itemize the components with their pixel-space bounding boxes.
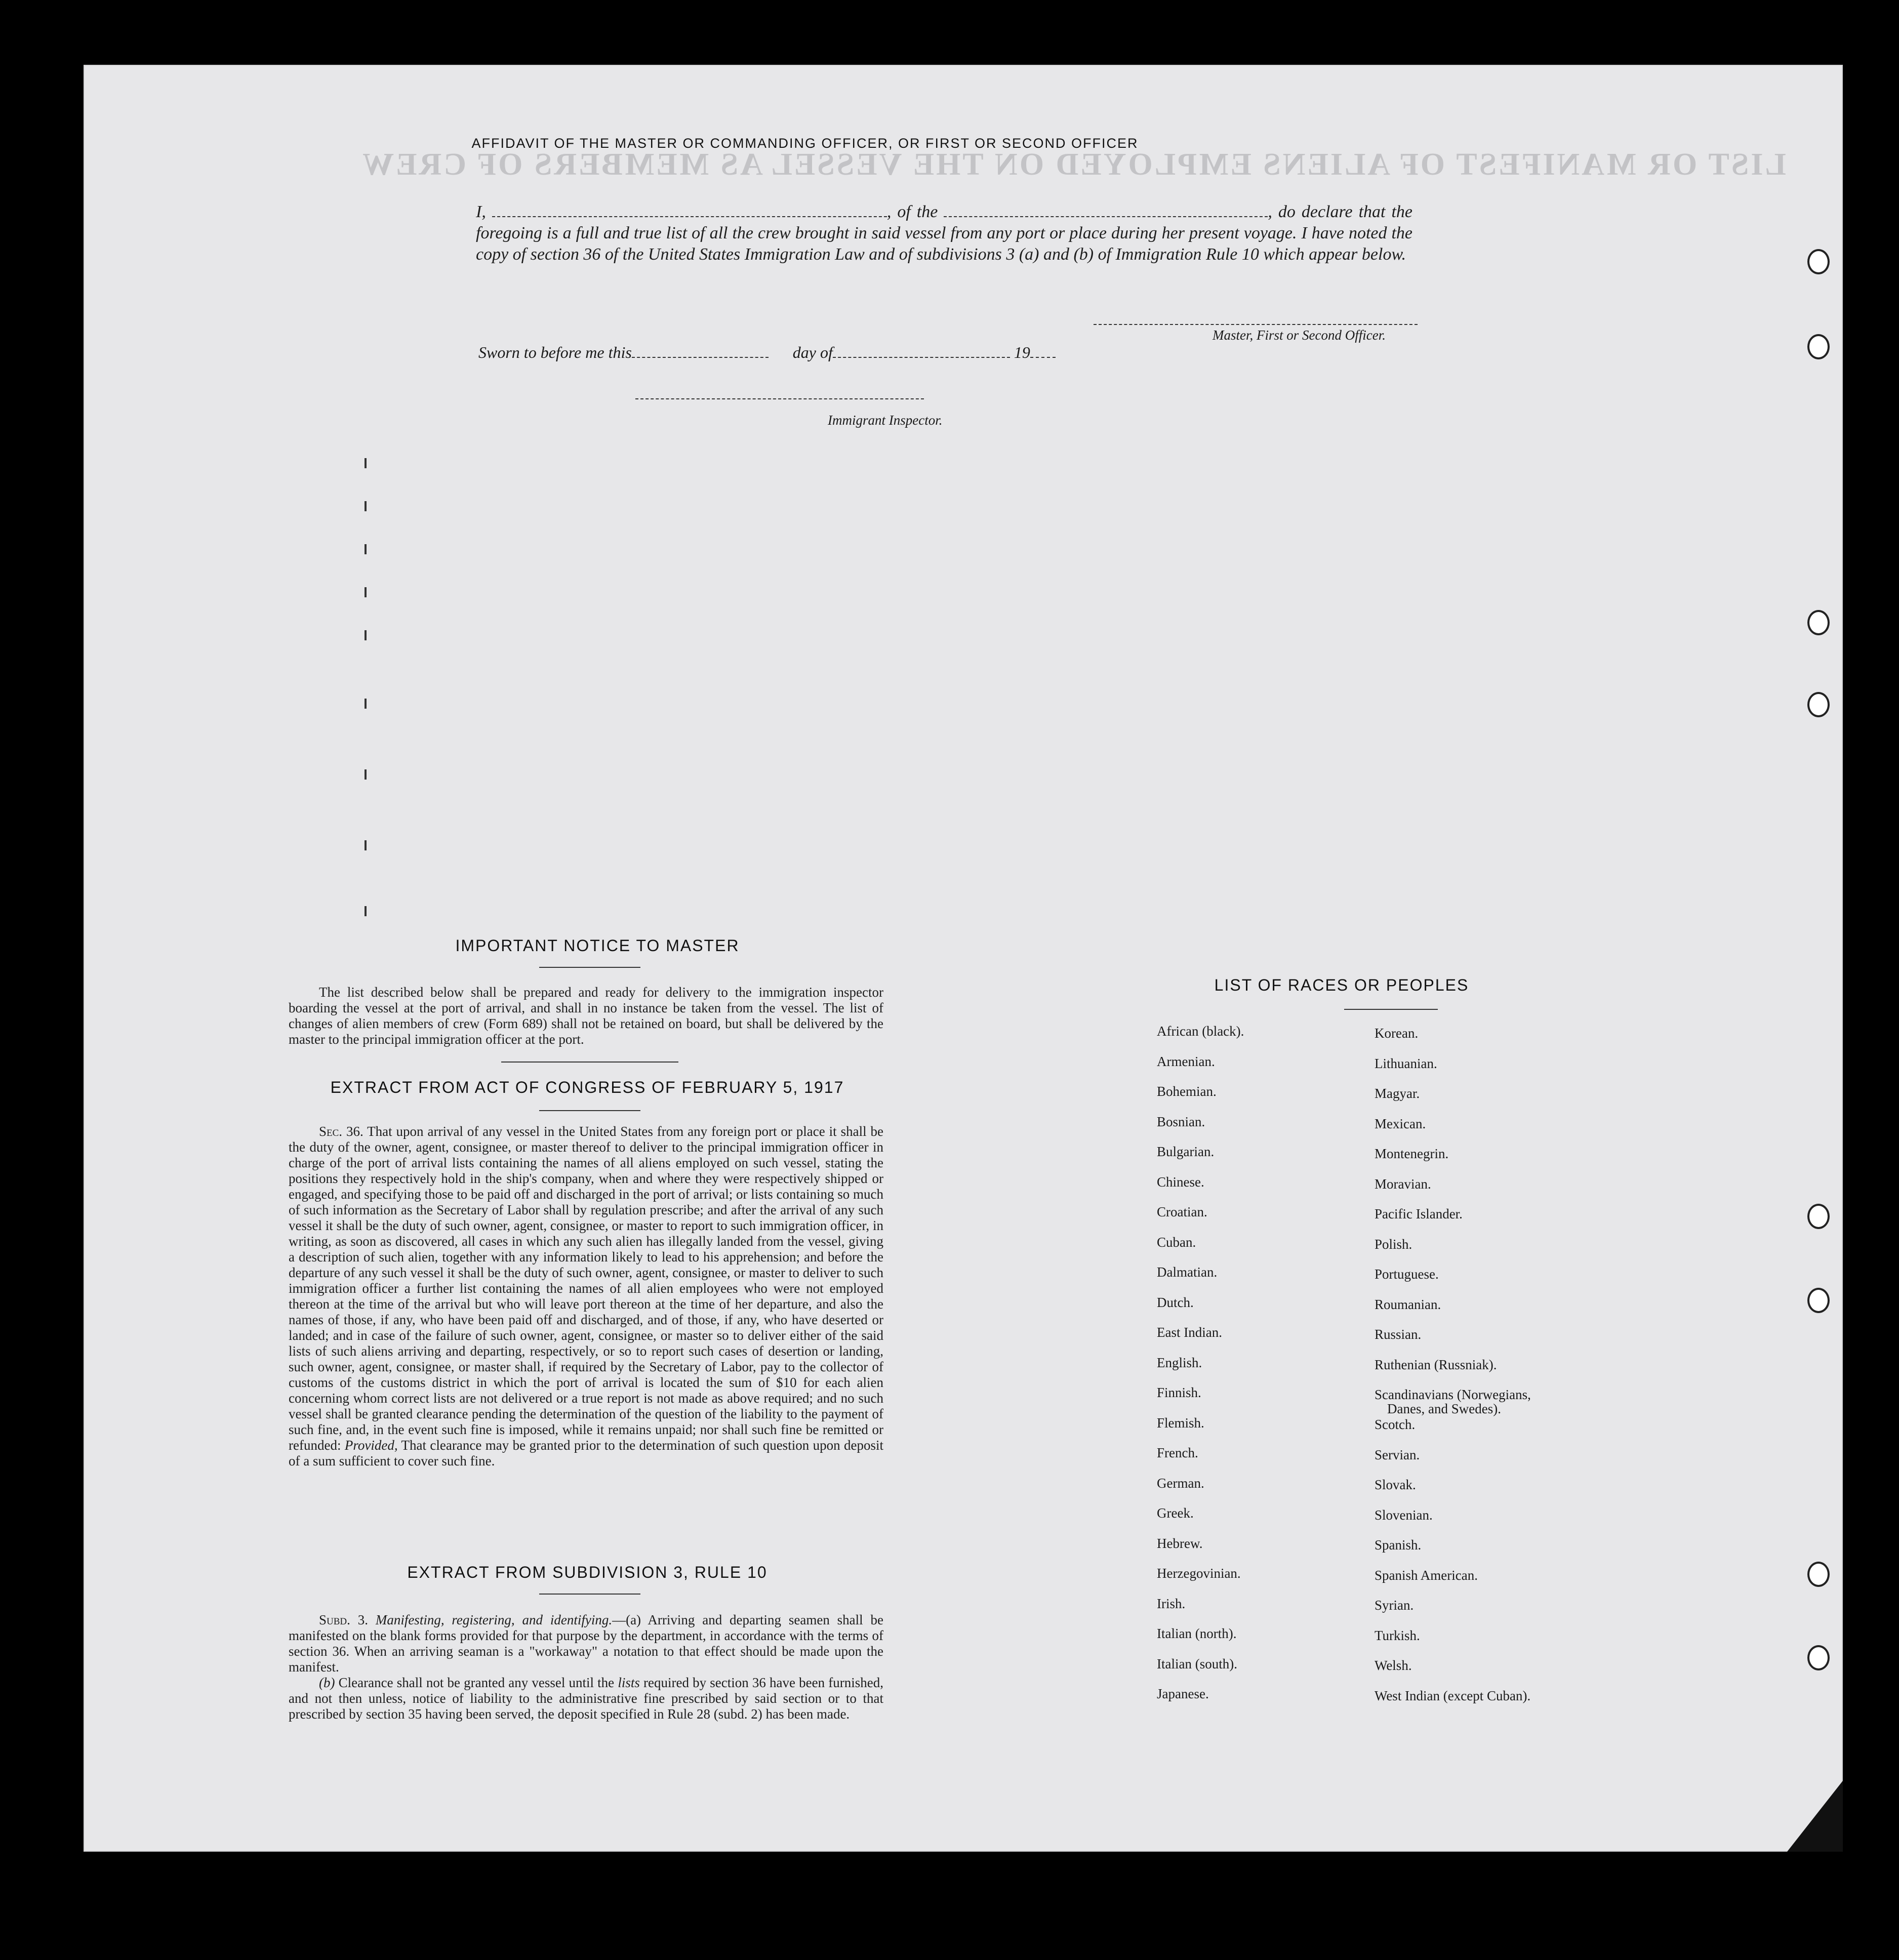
race-entry: Magyar. bbox=[1375, 1086, 1420, 1101]
race-entry: Herzegovinian. bbox=[1157, 1566, 1241, 1581]
race-entry: Montenegrin. bbox=[1375, 1146, 1449, 1161]
a-label: —(a) bbox=[612, 1612, 641, 1627]
act-title: EXTRACT FROM ACT OF CONGRESS OF FEBRUARY 5, 1917 bbox=[330, 1078, 844, 1096]
subd-heading: Manifesting, registering, and identifying. bbox=[375, 1612, 613, 1627]
sworn-year: 19 bbox=[1014, 343, 1030, 361]
notice-separator bbox=[501, 1061, 678, 1063]
race-entry: Spanish American. bbox=[1375, 1567, 1478, 1583]
binder-hole bbox=[1807, 1562, 1830, 1587]
binder-hole bbox=[1807, 334, 1830, 359]
races-column-2 bbox=[1375, 1026, 1531, 1718]
race-entry: West Indian (except Cuban). bbox=[1375, 1688, 1531, 1703]
race-entry: Flemish. bbox=[1157, 1415, 1204, 1431]
binder-hole bbox=[1807, 1204, 1830, 1229]
race-entry: Bulgarian. bbox=[1157, 1144, 1215, 1159]
sworn-day-blank bbox=[632, 353, 769, 358]
margin-tick bbox=[365, 630, 367, 640]
margin-tick bbox=[365, 458, 367, 468]
race-entry: East Indian. bbox=[1157, 1325, 1222, 1340]
notice-title: IMPORTANT NOTICE TO MASTER bbox=[455, 936, 740, 955]
race-entry: Lithuanian. bbox=[1375, 1055, 1437, 1071]
race-entry: Polish. bbox=[1375, 1236, 1412, 1252]
race-entry: Danes, and Swedes). bbox=[1387, 1401, 1501, 1416]
notice-text bbox=[289, 985, 883, 1047]
rule10-b bbox=[289, 1675, 883, 1722]
races-column-1 bbox=[1157, 1024, 1244, 1717]
act-rule bbox=[539, 1110, 640, 1111]
race-entry: African (black). bbox=[1157, 1024, 1244, 1039]
race-entry: Irish. bbox=[1157, 1596, 1186, 1611]
race-entry: Dutch. bbox=[1157, 1294, 1194, 1310]
race-entry: Pacific Islander. bbox=[1375, 1206, 1463, 1221]
binder-hole bbox=[1807, 1288, 1830, 1313]
race-entry: Roumanian. bbox=[1375, 1296, 1441, 1312]
race-entry: Russian. bbox=[1375, 1327, 1422, 1342]
race-entry: Mexican. bbox=[1375, 1116, 1426, 1131]
race-entry: Scandinavians (Norwegians, bbox=[1375, 1387, 1531, 1402]
margin-tick bbox=[365, 906, 367, 916]
bleed-through-title: LIST OR MANIFEST OF ALIENS EMPLOYED ON THE VESSEL AS MEMBERS OF CREW bbox=[360, 147, 1786, 182]
race-entry: Croatian. bbox=[1157, 1204, 1207, 1219]
race-entry: Italian (north). bbox=[1157, 1626, 1237, 1641]
race-entry: Servian. bbox=[1375, 1447, 1420, 1462]
race-entry: Slovenian. bbox=[1375, 1507, 1433, 1523]
races-rule bbox=[1344, 1009, 1438, 1010]
race-entry: English. bbox=[1157, 1355, 1202, 1370]
name-blank bbox=[492, 212, 887, 217]
binder-hole bbox=[1807, 610, 1830, 635]
b-text-1: Clearance shall not be granted any vessel until the bbox=[338, 1675, 615, 1690]
margin-tick bbox=[365, 699, 367, 709]
race-entry: French. bbox=[1157, 1445, 1198, 1460]
races-title: LIST OF RACES OR PEOPLES bbox=[1214, 976, 1469, 994]
race-entry: Ruthenian (Russniak). bbox=[1375, 1357, 1497, 1372]
race-entry: Slovak. bbox=[1375, 1477, 1416, 1492]
margin-tick bbox=[365, 501, 367, 511]
vessel-blank bbox=[944, 212, 1268, 217]
margin-tick bbox=[365, 544, 367, 554]
affidavit-of-the: , of the bbox=[886, 202, 938, 221]
affidavit-title: AFFIDAVIT OF THE MASTER OR COMMANDING OFFICER, OR FIRST OR SECOND OFFICER bbox=[471, 136, 1139, 151]
b-lists: lists bbox=[618, 1675, 640, 1690]
race-entry: Syrian. bbox=[1375, 1598, 1414, 1613]
race-entry: Moravian. bbox=[1375, 1176, 1431, 1192]
race-entry: German. bbox=[1157, 1475, 1204, 1491]
race-entry: Bosnian. bbox=[1157, 1114, 1205, 1129]
race-entry: Greek. bbox=[1157, 1505, 1194, 1521]
affidavit-declare: , do declare bbox=[1268, 202, 1353, 221]
race-entry: Bohemian. bbox=[1157, 1084, 1217, 1099]
folded-corner bbox=[1787, 1781, 1843, 1852]
race-entry: Spanish. bbox=[1375, 1537, 1422, 1553]
sworn-year-blank bbox=[1030, 353, 1056, 358]
margin-tick bbox=[365, 587, 367, 597]
notice-rule bbox=[539, 967, 640, 968]
race-entry: Portuguese. bbox=[1375, 1267, 1439, 1282]
subd-label: Subd. 3. bbox=[319, 1612, 368, 1627]
race-entry: Turkish. bbox=[1375, 1627, 1420, 1643]
notice-paragraph: The list described below shall be prepared and ready for delivery to the immigration inspector boarding the vessel at the port of arrival, and shall in no instance be taken from the vessel. The list of changes of alien members of crew (Form 689) shall not be retained on board, but shall be delivered by the master to the principal immigration officer at the port. bbox=[289, 985, 883, 1047]
race-entry: Italian (south). bbox=[1157, 1656, 1237, 1671]
b-text-2: required by section 36 have been furnished, and not then unless, notice of liability to the administrative fine prescribed by said section or to that prescribed by section 35 having been served, the deposit specified in Rule 28 (subd. 2) has been made. bbox=[289, 1675, 884, 1722]
binder-hole bbox=[1807, 249, 1830, 274]
document-page bbox=[84, 65, 1843, 1852]
sworn-day-of: day of bbox=[792, 343, 833, 361]
inspector-caption: Immigrant Inspector. bbox=[828, 413, 943, 428]
race-entry: Armenian. bbox=[1157, 1053, 1215, 1069]
b-label: (b) bbox=[319, 1675, 335, 1690]
master-signature-line bbox=[1094, 324, 1418, 325]
rule10-title: EXTRACT FROM SUBDIVISION 3, RULE 10 bbox=[407, 1563, 767, 1581]
a-text: Arriving and departing seamen shall be manifested on the blank forms provided for that purpose by the department, in accordance with the terms of section 36. When an arriving seaman is a "workaway" a notation to that effect should be made upon the manifest. bbox=[289, 1612, 883, 1675]
margin-tick bbox=[365, 769, 367, 780]
provided-text: That clearance may be granted prior to the determination of such question upon deposit of a sum sufficient to cover such fine. bbox=[289, 1438, 884, 1468]
sworn-line bbox=[478, 343, 1056, 362]
race-entry: Finnish. bbox=[1157, 1385, 1201, 1400]
race-entry: Dalmatian. bbox=[1157, 1264, 1218, 1280]
rule10-a bbox=[289, 1612, 883, 1675]
rule10-text bbox=[289, 1612, 883, 1722]
sec-label: Sec. 36. bbox=[319, 1124, 363, 1139]
provided-label: Provided, bbox=[344, 1438, 398, 1453]
binder-hole bbox=[1807, 692, 1830, 717]
act-text bbox=[289, 1124, 883, 1469]
sec-36-text: That upon arrival of any vessel in the United States from any foreign port or place it shall be the duty of the owner, agent, consignee, or master thereof to deliver to the principal immigration officer in charge of the port of arrival lists containing the names of all aliens employed on such vessel, stating the positions they respectively hold in the ship's company, when and where they were respectively shipped or engaged, and specifying those to be paid off and discharged in the port of arrival; or lists containing so much of such information as the Secretary of Labor shall by regulation prescribe; and after the arrival of any such vessel it shall be the duty of such owner, agent, consignee, or master to report to such immigration officer, in writing, as soon as discovered, all cases in which any such alien has illegally landed from the vessel, giving a description of such alien, together with any information likely to lead to his apprehension; and before the departure of any such vessel it shall be the duty of such owner, agent, consignee, or master to deliver to such immigration officer a further list containing the names of all alien employees who were not employed thereon at the time of the arrival but who will leave port thereon at the time of her departure, and also the names of those, if any, who have been paid off and discharged, and of those, if any, who have deserted or landed; and in case of the failure of such owner, agent, consignee, or master so to deliver either of the said lists of such aliens arriving and departing, respectively, or so to report such cases of desertion or landing, such owner, agent, consignee, or master shall, if required by the Secretary of Labor, pay to the collector of customs of the customs district in which the port of arrival is located the sum of $10 for each alien concerning whom correct lists are not delivered or a true report is not made as above required; and no such vessel shall be granted clearance pending the determination of the question of the liability to the payment of such fine, and, in the event such fine is imposed, while it remains unpaid; nor shall such fine be remitted or refunded: bbox=[289, 1124, 883, 1453]
race-entry: Japanese. bbox=[1157, 1686, 1209, 1701]
affidavit-body bbox=[476, 201, 1412, 265]
inspector-signature-line bbox=[635, 398, 924, 399]
margin-tick bbox=[365, 840, 367, 850]
rule10-rule bbox=[539, 1594, 640, 1595]
race-entry: Hebrew. bbox=[1157, 1535, 1203, 1551]
sworn-prefix: Sworn to before me this bbox=[478, 343, 632, 361]
binder-hole bbox=[1807, 1645, 1830, 1670]
race-entry: Welsh. bbox=[1375, 1658, 1412, 1673]
affidavit-text: that the foregoing is a full and true list of all the crew brought in said vessel from any port or place during her present voyage. I have noted the copy of section 36 of the United States Immigration Law and of subdivisions 3 (a) and (b) of Immigration Rule 10 which appear below. bbox=[476, 202, 1413, 264]
race-entry: Chinese. bbox=[1157, 1174, 1204, 1190]
race-entry: Cuban. bbox=[1157, 1234, 1196, 1250]
race-entry: Korean. bbox=[1375, 1026, 1419, 1041]
sworn-month-blank bbox=[833, 353, 1010, 358]
master-caption: Master, First or Second Officer. bbox=[1213, 328, 1386, 343]
race-entry: Scotch. bbox=[1375, 1417, 1416, 1432]
affidavit-i: I, bbox=[476, 202, 486, 221]
